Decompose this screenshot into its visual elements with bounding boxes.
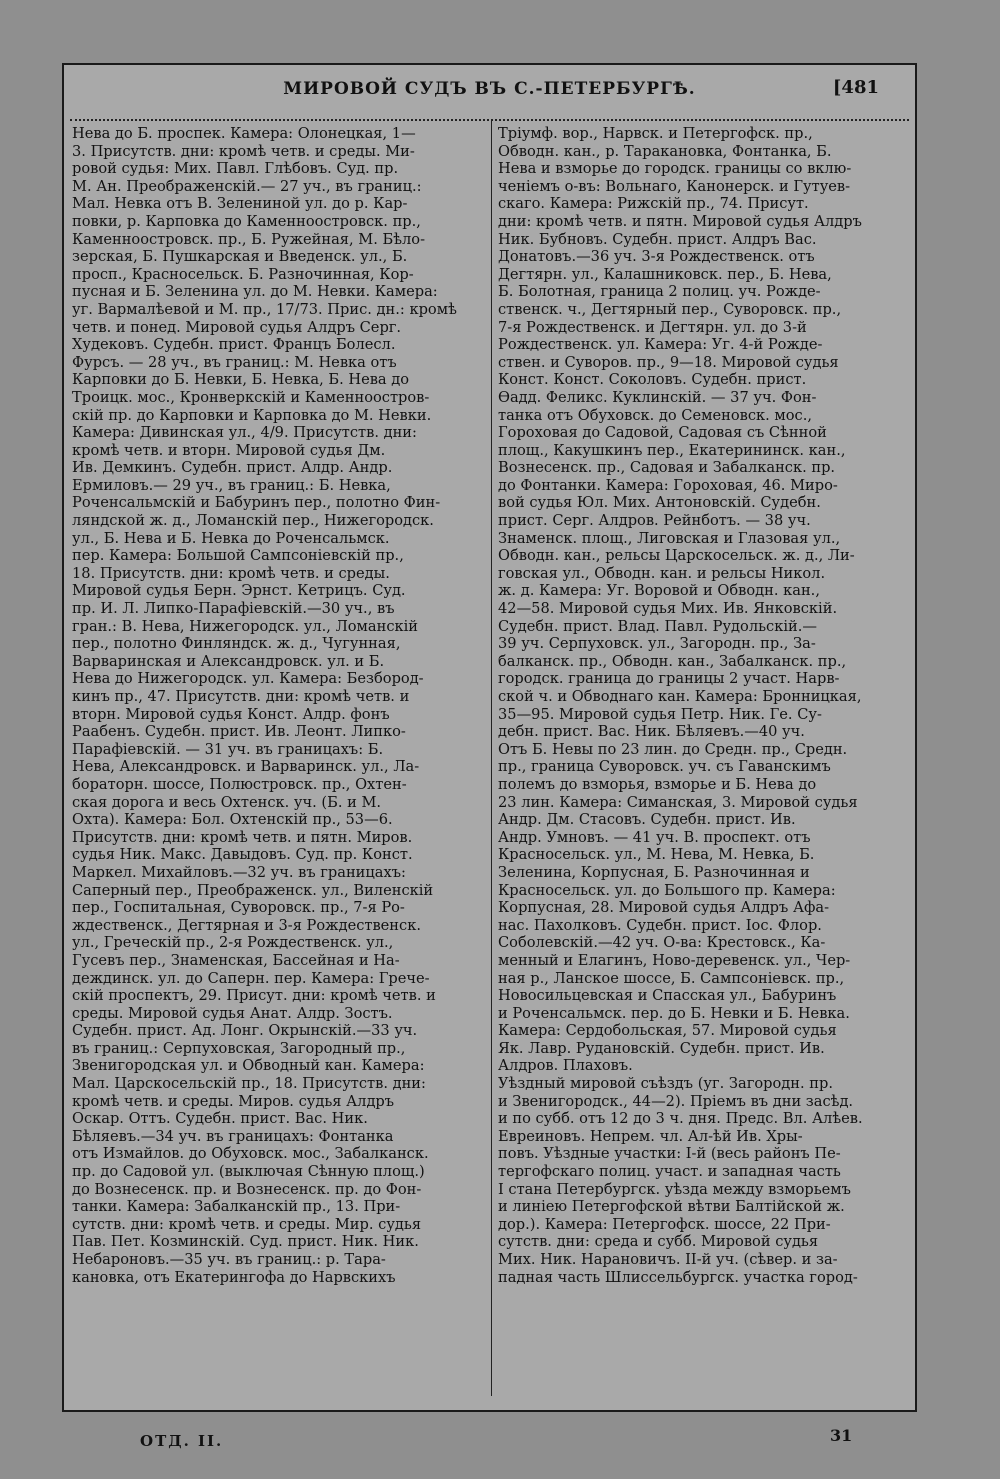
text-line: Мировой судья Берн. Эрнст. Кетрицъ. Суд.	[72, 582, 406, 600]
text-line: Конст. Конст. Соколовъ. Судебн. прист.	[498, 371, 807, 389]
text-line: ул., Греческій пр., 2-я Рождественск. ул.,	[72, 934, 394, 952]
text-line: ской ч. и Обводнаго кан. Камера: Бронницкая,	[498, 688, 862, 705]
text-line: и линіею Петергофской вѣтви Балтійской ж.	[498, 1198, 845, 1216]
text-line: Рождественск. ул. Камера: Уг. 4-й Рожде-	[498, 336, 823, 354]
text-line: I стана Петербургск. уѣзда между взморьемъ	[498, 1180, 851, 1198]
text-line: ждественск., Дегтярная и 3-я Рождественск.	[72, 916, 421, 934]
text-line: Отъ Б. Невы по 23 лин. до Средн. пр., Средн.	[498, 740, 848, 758]
text-line: говская ул., Обводн. кан. и рельсы Никол.	[498, 564, 826, 582]
text-line: Присутств. дни: кромѣ четв. и пятн. Миров.	[72, 828, 413, 846]
text-line: Андр. Дм. Стасовъ. Судебн. прист. Ив.	[498, 811, 796, 829]
text-line: Обводн. кан., рельсы Царскосельск. ж. д., Ли-	[498, 547, 855, 565]
text-line: 7-я Рождественск. и Дегтярн. ул. до 3-й	[498, 318, 807, 336]
text-line: пер. Камера: Большой Сампсоніевскій пр.,	[72, 547, 404, 565]
text-line: дни: кромѣ четв. и пятн. Мировой судья Алдръ	[498, 212, 862, 230]
page-header	[64, 75, 915, 115]
text-line: зерская, Б. Пушкарская и Введенск. ул., Б.	[72, 248, 408, 266]
text-line: Соболевскій.—42 уч. О-ва: Крестовск., Ка-	[498, 934, 826, 952]
text-line: повъ. Уѣздные участки: I-й (весь районъ Пе-	[498, 1145, 841, 1163]
text-line: уг. Вармалѣевой и М. пр., 17/73. Прис. дн.: кромѣ	[72, 300, 457, 318]
text-line: ственск. ч., Дегтярный пер., Суворовск. пр.,	[498, 300, 842, 318]
text-line: четв. и понед. Мировой судья Алдръ Серг.	[72, 318, 402, 336]
text-line: Варваринская и Александровск. ул. и Б.	[72, 652, 385, 670]
text-line: Нева до Б. проспек. Камера: Олонецкая, 1—	[72, 125, 416, 142]
text-line: 42—58. Мировой судья Мих. Ив. Янковскій.	[498, 600, 838, 618]
text-line: до Вознесенск. пр. и Вознесенск. пр. до Фон-	[72, 1180, 422, 1198]
text-line: Красносельск. ул., М. Нева, М. Невка, Б.	[498, 846, 815, 864]
text-line: Евреиновъ. Непрем. чл. Ал-ѣй Ив. Хры-	[498, 1127, 803, 1145]
text-line: Маркел. Михайловъ.—32 уч. въ границахъ:	[72, 863, 406, 881]
text-line: Ив. Демкинъ. Судебн. прист. Алдр. Андр.	[72, 459, 393, 477]
text-line: Дегтярн. ул., Калашниковск. пер., Б. Нева,	[498, 265, 832, 283]
left-column	[72, 125, 490, 1390]
text-line: танки. Камера: Забалканскій пр., 13. При-	[72, 1198, 401, 1216]
text-line: Донатовъ.—36 уч. 3-я Рождественск. отъ	[498, 248, 815, 266]
text-line: судья Ник. Макс. Давыдовъ. Суд. пр. Конст.	[72, 846, 413, 864]
text-line: Роченсальмскій и Бабуринъ пер., полотно Фин-	[72, 494, 441, 512]
text-line: пр., граница Суворовск. уч. съ Гаванскимъ	[498, 758, 831, 776]
text-line: среды. Мировой судья Анат. Алдр. Зостъ.	[72, 1004, 393, 1022]
column-divider	[491, 121, 492, 1396]
text-line: скій пр. до Карповки и Карповка до М. Невки.	[72, 406, 432, 424]
text-line: Алдров. Плаховъ.	[498, 1057, 633, 1075]
text-line: пр. до Садовой ул. (выключая Сѣнную площ.)	[72, 1163, 425, 1181]
text-line: Як. Лавр. Рудановскій. Судебн. прист. Ив.	[498, 1039, 825, 1057]
text-line: танка отъ Обуховск. до Семеновск. мос.,	[498, 406, 812, 424]
text-line: Камера: Дивинская ул., 4/9. Присутств. дни:	[72, 424, 417, 442]
text-line: просп., Красносельск. Б. Разночинная, Кор-	[72, 265, 414, 283]
section-label: ОТД. II.	[140, 1432, 224, 1450]
text-line: и Роченсальмск. пер. до Б. Невки и Б. Невка.	[498, 1004, 850, 1022]
text-line: 3. Присутств. дни: кромѣ четв. и среды. Ми-	[72, 142, 415, 160]
text-line: Камера: Сердобольская, 57. Мировой судья	[498, 1022, 837, 1040]
text-line: 23 лин. Камера: Симанская, 3. Мировой судья	[498, 793, 858, 811]
text-line: отъ Измайлов. до Обуховск. мос., Забалканск.	[72, 1145, 429, 1163]
text-line: Охта). Камера: Бол. Охтенскій пр., 53—6.	[72, 811, 393, 829]
page	[62, 63, 917, 1412]
text-line: полемъ до взморья, взморье и Б. Нева до	[498, 775, 817, 793]
text-line: ровой судья: Мих. Павл. Глѣбовъ. Суд. пр.	[72, 160, 399, 178]
text-line: прист. Серг. Алдров. Рейнботъ. — 38 уч.	[498, 512, 811, 530]
text-line: Парафіевскій. — 31 уч. въ границахъ: Б.	[72, 740, 384, 758]
text-line: 35—95. Мировой судья Петр. Ник. Ге. Су-	[498, 705, 822, 723]
text-line: вторн. Мировой судья Конст. Алдр. фонъ	[72, 705, 390, 723]
text-line: дор.). Камера: Петергофск. шоссе, 22 При-	[498, 1215, 831, 1233]
text-line: Знаменск. площ., Лиговская и Глазовая ул.,	[498, 529, 841, 547]
text-line: Красносельск. ул. до Большого пр. Камера:	[498, 881, 836, 899]
text-line: сутств. дни: среда и субб. Мировой судья	[498, 1233, 819, 1251]
text-line: Б. Болотная, граница 2 полиц. уч. Рожде-	[498, 283, 821, 301]
text-line: 18. Присутств. дни: кромѣ четв. и среды.	[72, 564, 390, 582]
text-line: ж. д. Камера: Уг. Воровой и Обводн. кан.,	[498, 582, 820, 600]
text-line: бораторн. шоссе, Полюстровск. пр., Охтен-	[72, 775, 407, 793]
text-line: нас. Пахолковъ. Судебн. прист. Іос. Флор.	[498, 916, 822, 934]
text-line: Бѣляевъ.—34 уч. въ границахъ: Фонтанка	[72, 1127, 394, 1145]
text-line: Каменноостровск. пр., Б. Ружейная, М. Бѣло-	[72, 230, 426, 248]
text-line: Худековъ. Судебн. прист. Францъ Болесл.	[72, 336, 396, 354]
text-line: Мал. Невка отъ В. Зелениной ул. до р. Кар-	[72, 195, 408, 213]
text-line: Карповки до Б. Невки, Б. Невка, Б. Нева до	[72, 371, 410, 389]
header-rule	[70, 119, 909, 121]
text-line: М. Ан. Преображенскій.— 27 уч., въ границ.:	[72, 177, 422, 195]
text-line: Ермиловъ.— 29 уч., въ границ.: Б. Невка,	[72, 476, 391, 494]
text-line: скій проспектъ, 29. Присут. дни: кромѣ четв. и	[72, 987, 436, 1005]
text-line: Мих. Ник. Нарановичъ. II-й уч. (сѣвер. и за-	[498, 1251, 838, 1268]
page-number: [481	[832, 77, 879, 98]
text-line: Троицк. мос., Кронверкскій и Каменноостров-	[72, 388, 430, 406]
text-line: Обводн. кан., р. Таракановка, Фонтанка, Б.	[498, 142, 832, 160]
text-line: кромѣ четв. и вторн. Мировой судья Дм.	[72, 441, 386, 459]
text-line: вой судья Юл. Мих. Антоновскій. Судебн.	[498, 494, 821, 512]
text-line: ляндской ж. д., Ломанскій пер., Нижегородск.	[72, 512, 434, 530]
text-line: Новосильцевская и Спасская ул., Бабуринъ	[498, 987, 837, 1005]
text-line: Саперный пер., Преображенск. ул., Виленскій	[72, 881, 434, 899]
right-column	[498, 125, 916, 1390]
text-line: ная р., Ланское шоссе, Б. Сампсоніевск. пр.,	[498, 969, 845, 987]
text-line: ченіемъ о-въ: Вольнаго, Канонерск. и Гутуев-	[498, 177, 851, 195]
text-line: пр. И. Л. Липко-Парафіевскій.—30 уч., въ	[72, 600, 395, 618]
text-line: Гороховая до Садовой, Садовая съ Сѣнной	[498, 424, 827, 442]
text-line: скаго. Камера: Рижскій пр., 74. Присут.	[498, 195, 809, 213]
text-line: ствен. и Суворов. пр., 9—18. Мировой судья	[498, 353, 839, 371]
text-line: тергофскаго полиц. участ. и западная часть	[498, 1163, 841, 1181]
text-line: балканск. пр., Обводн. кан., Забалканск. пр.,	[498, 652, 847, 670]
text-line: Судебн. прист. Ад. Лонг. Окрынскій.—33 уч.	[72, 1022, 418, 1040]
text-line: Вознесенск. пр., Садовая и Забалканск. пр.	[498, 459, 836, 477]
text-line: Тріумф. вор., Нарвск. и Петергофск. пр.,	[498, 125, 813, 142]
text-line: кинъ пр., 47. Присутств. дни: кромѣ четв. и	[72, 688, 410, 705]
text-line: деждинск. ул. до Саперн. пер. Камера: Грече-	[72, 969, 430, 987]
text-line: и Звенигородск., 44—2). Пріемъ въ дни засѣд.	[498, 1092, 854, 1110]
text-line: Раабенъ. Судебн. прист. Ив. Леонт. Липко-	[72, 723, 406, 741]
text-line: Гусевъ пер., Знаменская, Бассейная и На-	[72, 951, 400, 969]
text-line: 39 уч. Серпуховск. ул., Загородн. пр., За-	[498, 635, 816, 653]
text-line: Нева, Александровск. и Варваринск. ул., Ла-	[72, 758, 420, 776]
text-line: Уѣздный мировой съѣздъ (уг. Загородн. пр.	[498, 1075, 833, 1093]
text-line: дебн. прист. Вас. Ник. Бѣляевъ.—40 уч.	[498, 723, 805, 741]
text-line: и по субб. отъ 12 до 3 ч. дня. Предс. Вл. Алѣев.	[498, 1110, 863, 1128]
text-line: повки, р. Карповка до Каменноостровск. пр.,	[72, 212, 421, 230]
text-line: Ник. Бубновъ. Судебн. прист. Алдръ Вас.	[498, 230, 817, 248]
text-line: Пав. Пет. Козминскій. Суд. прист. Ник. Ник.	[72, 1233, 419, 1251]
text-line: гран.: В. Нева, Нижегородск. ул., Ломанскій	[72, 617, 419, 635]
text-line: Мал. Царскосельскій пр., 18. Присутств. дни:	[72, 1075, 426, 1093]
text-line: пер., полотно Финляндск. ж. д., Чугунная,	[72, 635, 401, 653]
text-line: Звенигородская ул. и Обводный кан. Камера:	[72, 1057, 425, 1075]
text-line: пусная и Б. Зеленина ул. до М. Невки. Камера:	[72, 283, 438, 301]
text-line: Нева до Нижегородск. ул. Камера: Безбород-	[72, 670, 424, 688]
text-line: кромѣ четв. и среды. Миров. судья Алдръ	[72, 1092, 395, 1110]
text-line: Зеленина, Корпусная, Б. Разночинная и	[498, 863, 810, 881]
text-line: менный и Елагинъ, Ново-деревенск. ул., Чер-	[498, 951, 851, 969]
running-title: МИРОВОЙ СУДЪ ВЪ С.-ПЕТЕРБУРГѢ.	[283, 79, 696, 99]
text-line: Ѳадд. Феликс. Куклинскій. — 37 уч. Фон-	[498, 388, 817, 406]
text-line: площ., Какушкинъ пер., Екатерининск. кан.,	[498, 441, 846, 459]
text-line: кановка, отъ Екатерингофа до Нарвскихъ	[72, 1268, 396, 1286]
text-line: падная часть Шлиссельбургск. участка город-	[498, 1268, 858, 1286]
text-line: сутств. дни: кромѣ четв. и среды. Мир. судья	[72, 1215, 422, 1233]
text-line: ская дорога и весь Охтенск. уч. (Б. и М.	[72, 793, 382, 811]
text-line: Нева и взморье до городск. границы со вклю-	[498, 160, 852, 178]
text-line: городск. граница до границы 2 участ. Нарв-	[498, 670, 840, 688]
text-line: пер., Госпитальная, Суворовск. пр., 7-я Ро-	[72, 899, 405, 917]
text-line: Корпусная, 28. Мировой судья Алдръ Афа-	[498, 899, 830, 917]
text-line: Судебн. прист. Влад. Павл. Рудольскій.—	[498, 617, 817, 635]
text-line: Оскар. Оттъ. Судебн. прист. Вас. Ник.	[72, 1110, 368, 1128]
text-line: Андр. Умновъ. — 41 уч. В. проспект. отъ	[498, 828, 811, 846]
sheet-number: 31	[830, 1426, 853, 1445]
text-line: ул., Б. Нева и Б. Невка до Роченсальмск.	[72, 529, 390, 547]
text-line: до Фонтанки. Камера: Гороховая, 46. Миро-	[498, 476, 838, 494]
text-line: Небароновъ.—35 уч. въ границ.: р. Тара-	[72, 1251, 386, 1268]
text-line: въ границ.: Серпуховская, Загородный пр.,	[72, 1039, 406, 1057]
text-line: Фурсъ. — 28 уч., въ границ.: М. Невка отъ	[72, 353, 397, 371]
